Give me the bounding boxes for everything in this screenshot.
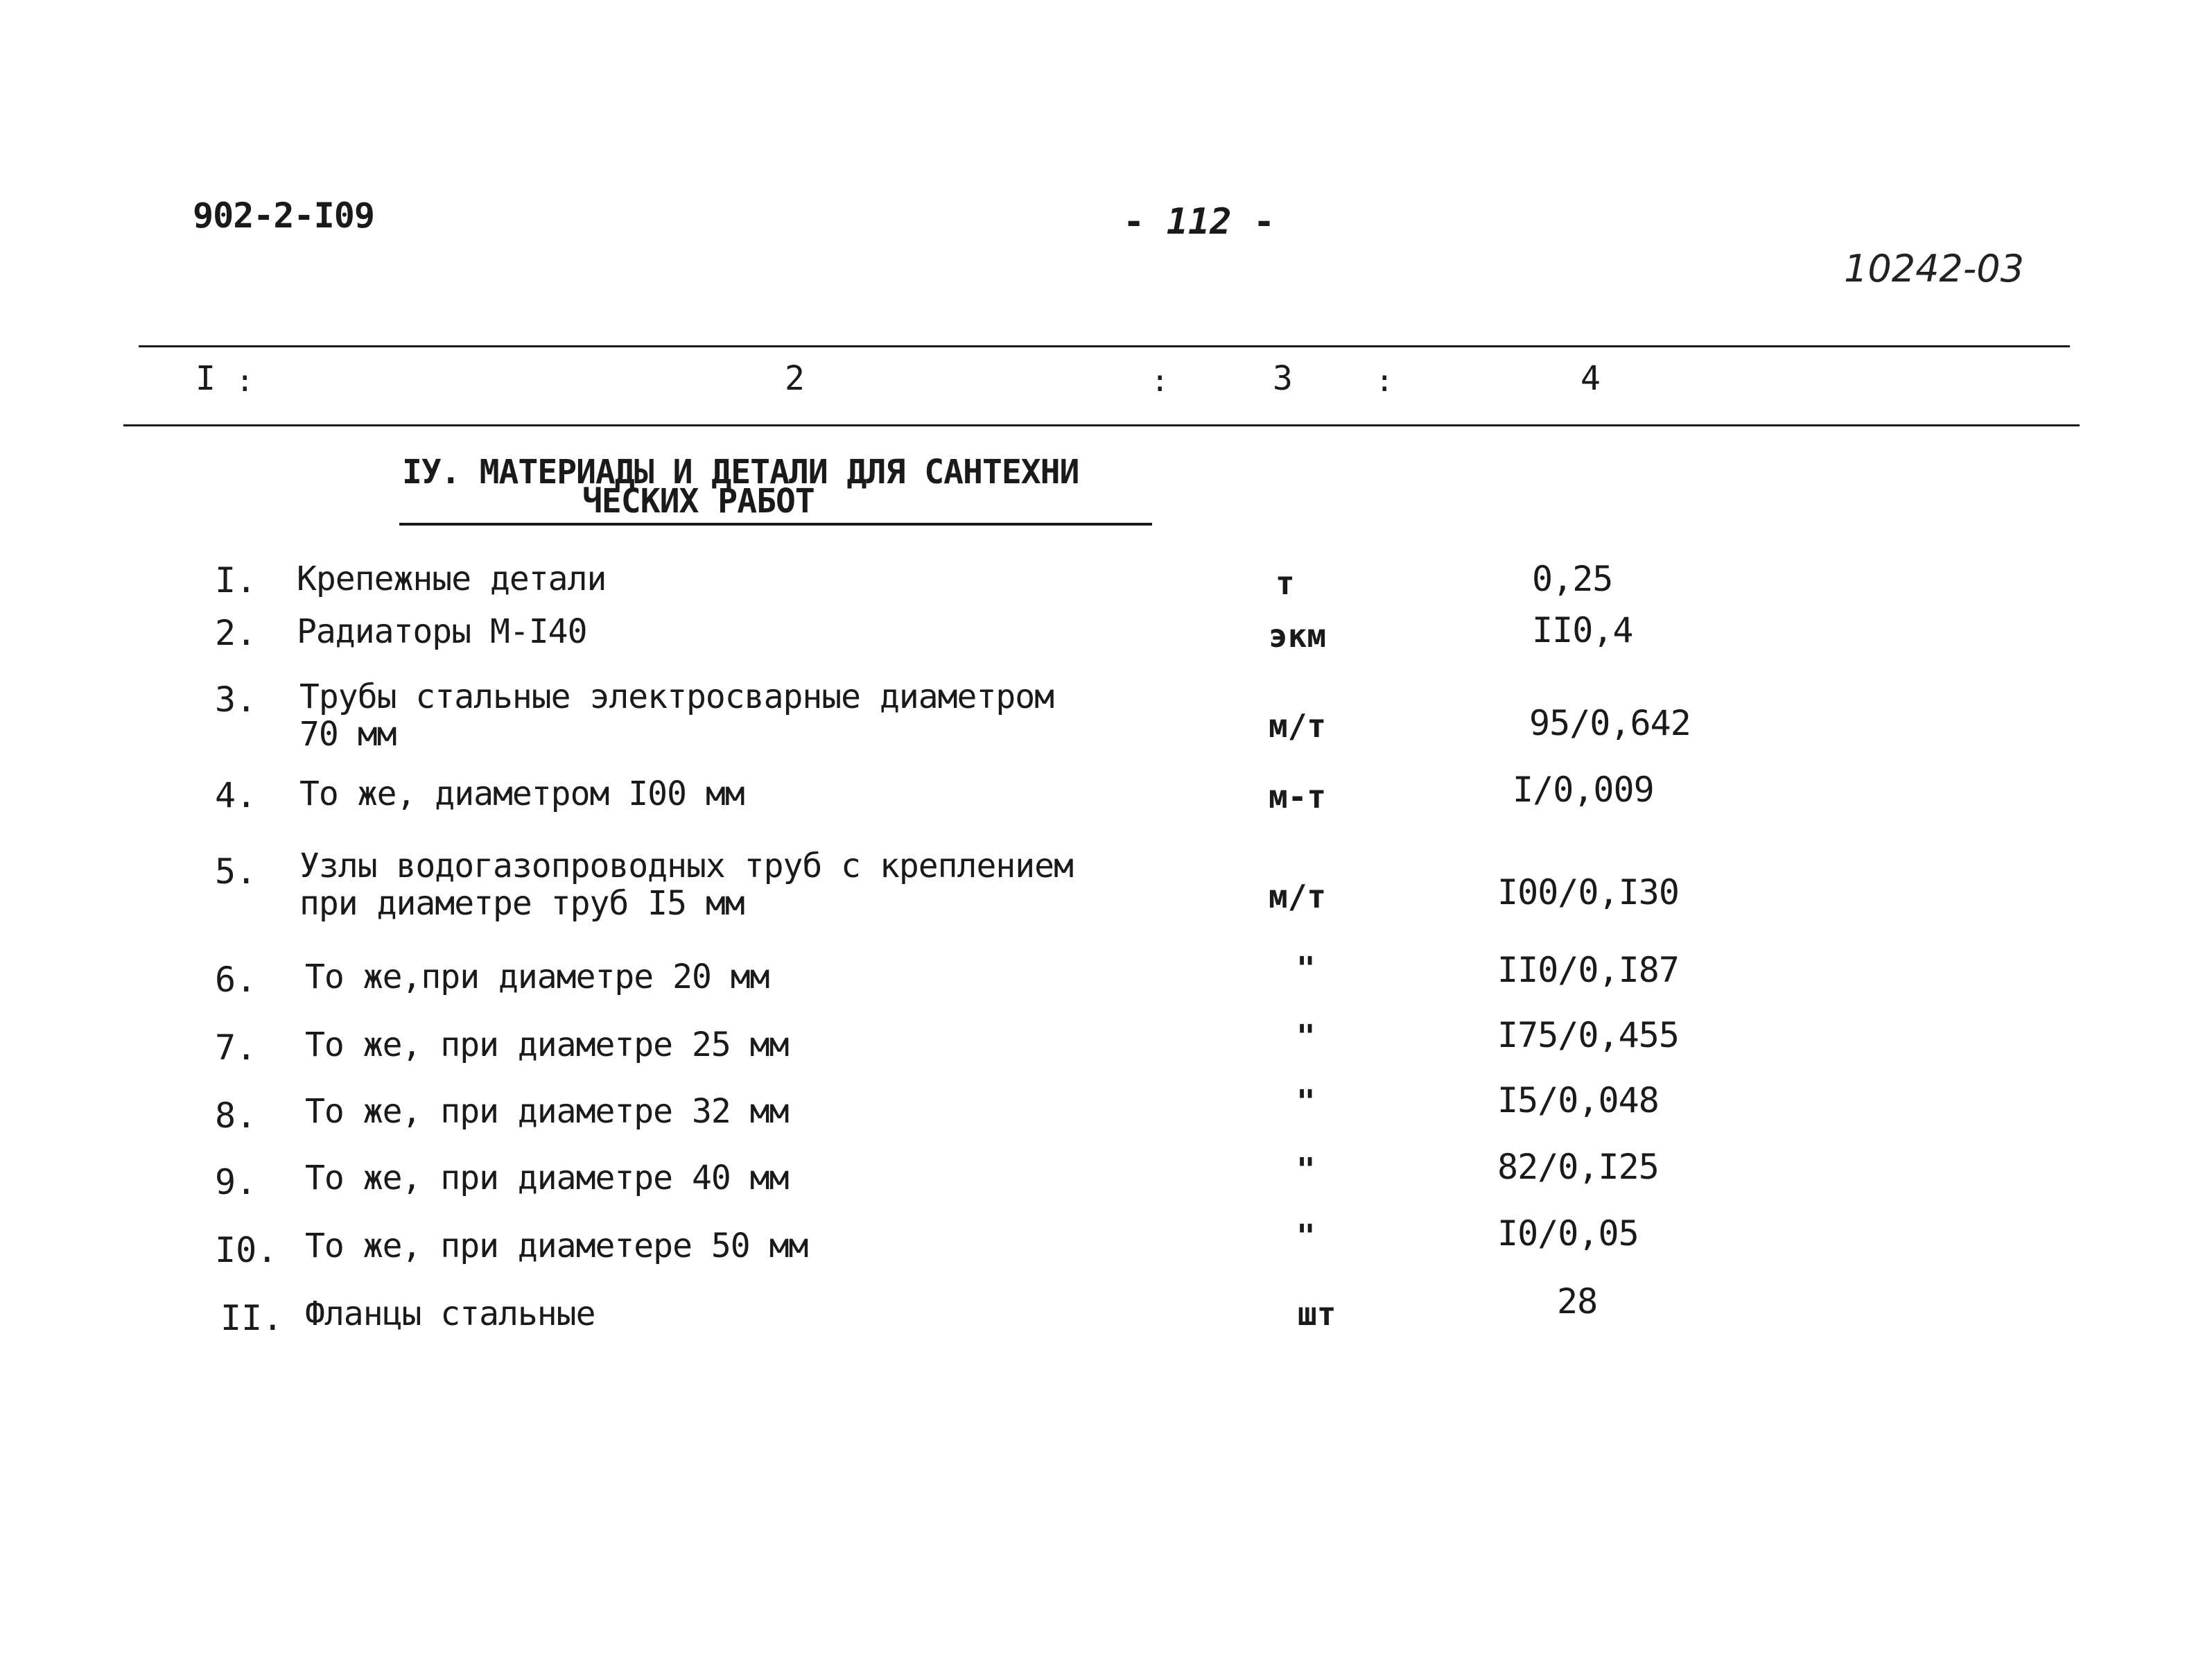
row-number: 5. bbox=[215, 851, 257, 892]
row-value: I75/0,455 bbox=[1497, 1015, 1679, 1055]
section-title bbox=[402, 453, 1079, 521]
row-number: II. bbox=[220, 1298, 284, 1338]
row-unit: " bbox=[1296, 1018, 1316, 1055]
column-header-4: 4 bbox=[1580, 359, 1601, 398]
handwritten-code: 10242-03 bbox=[1844, 247, 2024, 291]
row-unit: т bbox=[1275, 564, 1295, 602]
row-name: То же,при диаметре 20 мм bbox=[305, 958, 769, 996]
section-title-underline bbox=[399, 523, 1152, 526]
row-number: I0. bbox=[215, 1230, 278, 1270]
row-name-line: 70 мм bbox=[299, 715, 397, 754]
column-header-1: I bbox=[195, 359, 216, 398]
row-name: Фланцы стальные bbox=[305, 1294, 595, 1333]
row-name-line: при диаметре труб I5 мм bbox=[299, 884, 744, 923]
row-value: 28 bbox=[1557, 1281, 1598, 1322]
row-unit: м-т bbox=[1269, 778, 1327, 815]
row-name bbox=[299, 847, 1073, 922]
row-value: II0,4 bbox=[1532, 610, 1633, 650]
page-number-value: 112 bbox=[1166, 201, 1232, 243]
column-separator: : bbox=[236, 363, 254, 399]
table-header-bottom-rule bbox=[123, 424, 2080, 426]
row-value: I00/0,I30 bbox=[1497, 872, 1679, 912]
section-title-line-2: ЧЕСКИХ РАБОТ bbox=[582, 482, 815, 521]
row-value: I0/0,05 bbox=[1497, 1213, 1639, 1254]
row-number: 6. bbox=[215, 960, 257, 1000]
row-number: 8. bbox=[215, 1096, 257, 1136]
row-name: То же, при диаметере 50 мм bbox=[305, 1227, 808, 1265]
section-title-line-1: IУ. МАТЕРИАДЫ И ДЕТАЛИ ДЛЯ САНТЕХНИ bbox=[402, 453, 1079, 492]
row-number: 7. bbox=[215, 1028, 257, 1068]
row-unit: шт bbox=[1298, 1295, 1336, 1333]
table-top-rule bbox=[139, 345, 2070, 347]
row-number: 2. bbox=[215, 613, 257, 653]
row-value: 82/0,I25 bbox=[1497, 1147, 1659, 1187]
row-value: 95/0,642 bbox=[1529, 703, 1691, 743]
row-unit: м/т bbox=[1269, 707, 1327, 745]
row-name: То же, при диаметре 25 мм bbox=[305, 1025, 789, 1064]
column-header-2: 2 bbox=[785, 359, 805, 398]
row-value: II0/0,I87 bbox=[1497, 950, 1679, 990]
column-separator: : bbox=[1151, 363, 1169, 399]
row-name-line: Узлы водогазопроводных труб с креплением bbox=[299, 847, 1073, 885]
column-header-3: 3 bbox=[1273, 359, 1293, 398]
row-name: То же, диаметром I00 мм bbox=[299, 774, 744, 813]
row-value: I5/0,048 bbox=[1497, 1080, 1659, 1120]
row-number: 3. bbox=[215, 679, 257, 720]
row-number: 4. bbox=[215, 775, 257, 815]
row-unit: " bbox=[1296, 1218, 1316, 1255]
page-number: - 112 - bbox=[1123, 201, 1275, 243]
row-unit: " bbox=[1296, 1083, 1316, 1120]
row-name: То же, при диаметре 32 мм bbox=[305, 1092, 789, 1131]
row-unit: м/т bbox=[1269, 878, 1327, 915]
row-unit: " bbox=[1296, 1151, 1316, 1188]
row-unit: " bbox=[1296, 950, 1316, 987]
row-unit: экм bbox=[1269, 617, 1327, 655]
document-code: 902-2-I09 bbox=[193, 196, 374, 236]
row-value: I/0,009 bbox=[1513, 770, 1654, 810]
row-name-line: Трубы стальные электросварные диаметром bbox=[299, 677, 1054, 716]
row-name: То же, при диаметре 40 мм bbox=[305, 1159, 789, 1197]
row-name: Крепежные детали bbox=[297, 560, 607, 598]
row-value: 0,25 bbox=[1532, 559, 1613, 599]
column-separator: : bbox=[1375, 363, 1394, 399]
row-name: Радиаторы М-I40 bbox=[297, 612, 587, 651]
row-name bbox=[299, 678, 1054, 753]
row-number: 9. bbox=[215, 1162, 257, 1202]
row-number: I. bbox=[215, 560, 257, 600]
